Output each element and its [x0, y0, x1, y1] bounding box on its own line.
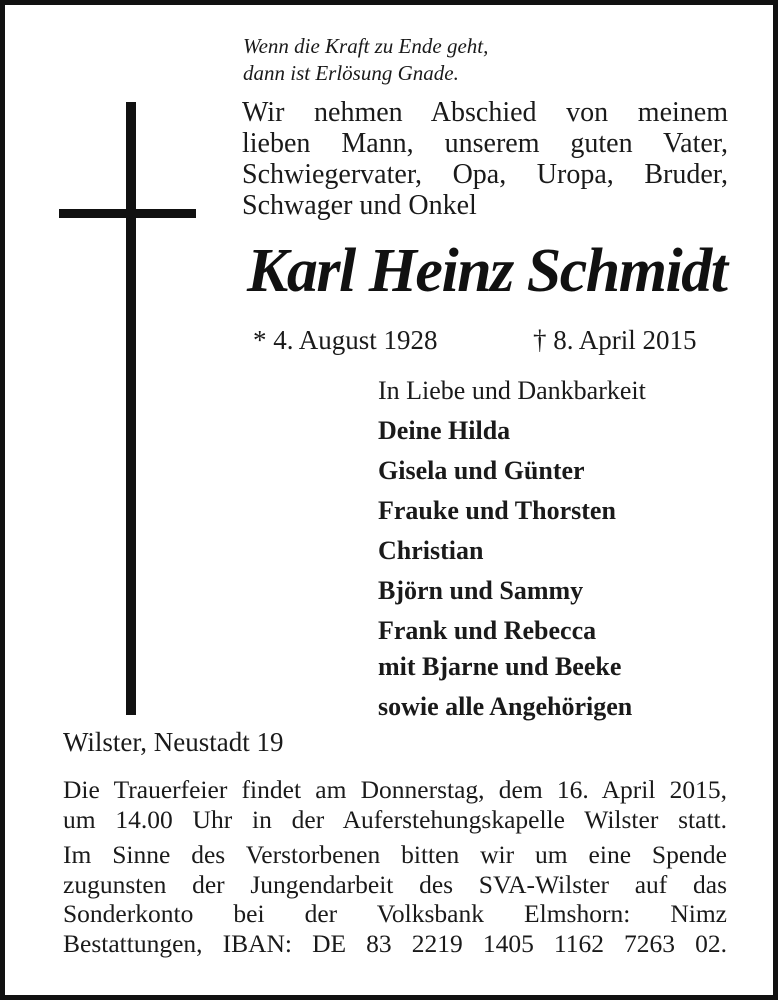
birth-date: * 4. August 1928	[253, 325, 438, 355]
address: Wilster, Neustadt 19	[63, 727, 284, 757]
thanks-line: In Liebe und Dankbarkeit	[378, 376, 646, 405]
intro-line: Schwager und Onkel	[242, 190, 477, 221]
mourner-name: Frank und Rebecca	[378, 616, 597, 645]
notice-line: Sonderkonto bei der Volksbank Elmshorn: Nimz	[63, 899, 727, 928]
notice-line: Die Trauerfeier findet am Donnerstag, dem 16. April 2015,	[63, 775, 727, 804]
intro-text	[242, 97, 728, 221]
intro-line: lieben Mann, unserem guten Vater,	[242, 128, 728, 159]
notice-line: zugunsten der Jungendarbeit des SVA-Wilster auf das	[63, 869, 727, 899]
mourner-name: Björn und Sammy	[378, 576, 584, 605]
notice-line: Im Sinne des Verstorbenen bitten wir um eine Spende	[63, 840, 727, 869]
intro-line: Wir nehmen Abschied von meinem	[242, 97, 728, 128]
mourner-name: Christian	[378, 536, 484, 565]
motto	[243, 33, 488, 87]
motto-line: Wenn die Kraft zu Ende geht,	[243, 34, 489, 58]
cross-horizontal-bar	[59, 209, 196, 218]
mourner-name: Gisela und Günter	[378, 456, 585, 485]
mourners-list	[378, 373, 646, 725]
motto-line: dann ist Erlösung Gnade.	[243, 61, 459, 85]
funeral-notice	[63, 775, 727, 958]
notice-line: um 14.00 Uhr in der Auferstehungskapelle Wilster statt.	[63, 804, 727, 834]
mourner-name: mit Bjarne und Beeke	[378, 652, 622, 681]
mourner-name: Deine Hilda	[378, 416, 511, 445]
notice-line: Bestattungen, IBAN: DE 83 2219 1405 1162 7263 02.	[63, 928, 727, 958]
death-date: † 8. April 2015	[533, 325, 697, 355]
mourner-name: sowie alle Angehörigen	[378, 692, 633, 721]
cross-vertical-bar	[126, 102, 136, 715]
deceased-name: Karl Heinz Schmidt	[247, 237, 727, 305]
intro-line: Schwiegervater, Opa, Uropa, Bruder,	[242, 159, 728, 190]
mourner-name: Frauke und Thorsten	[378, 496, 616, 525]
